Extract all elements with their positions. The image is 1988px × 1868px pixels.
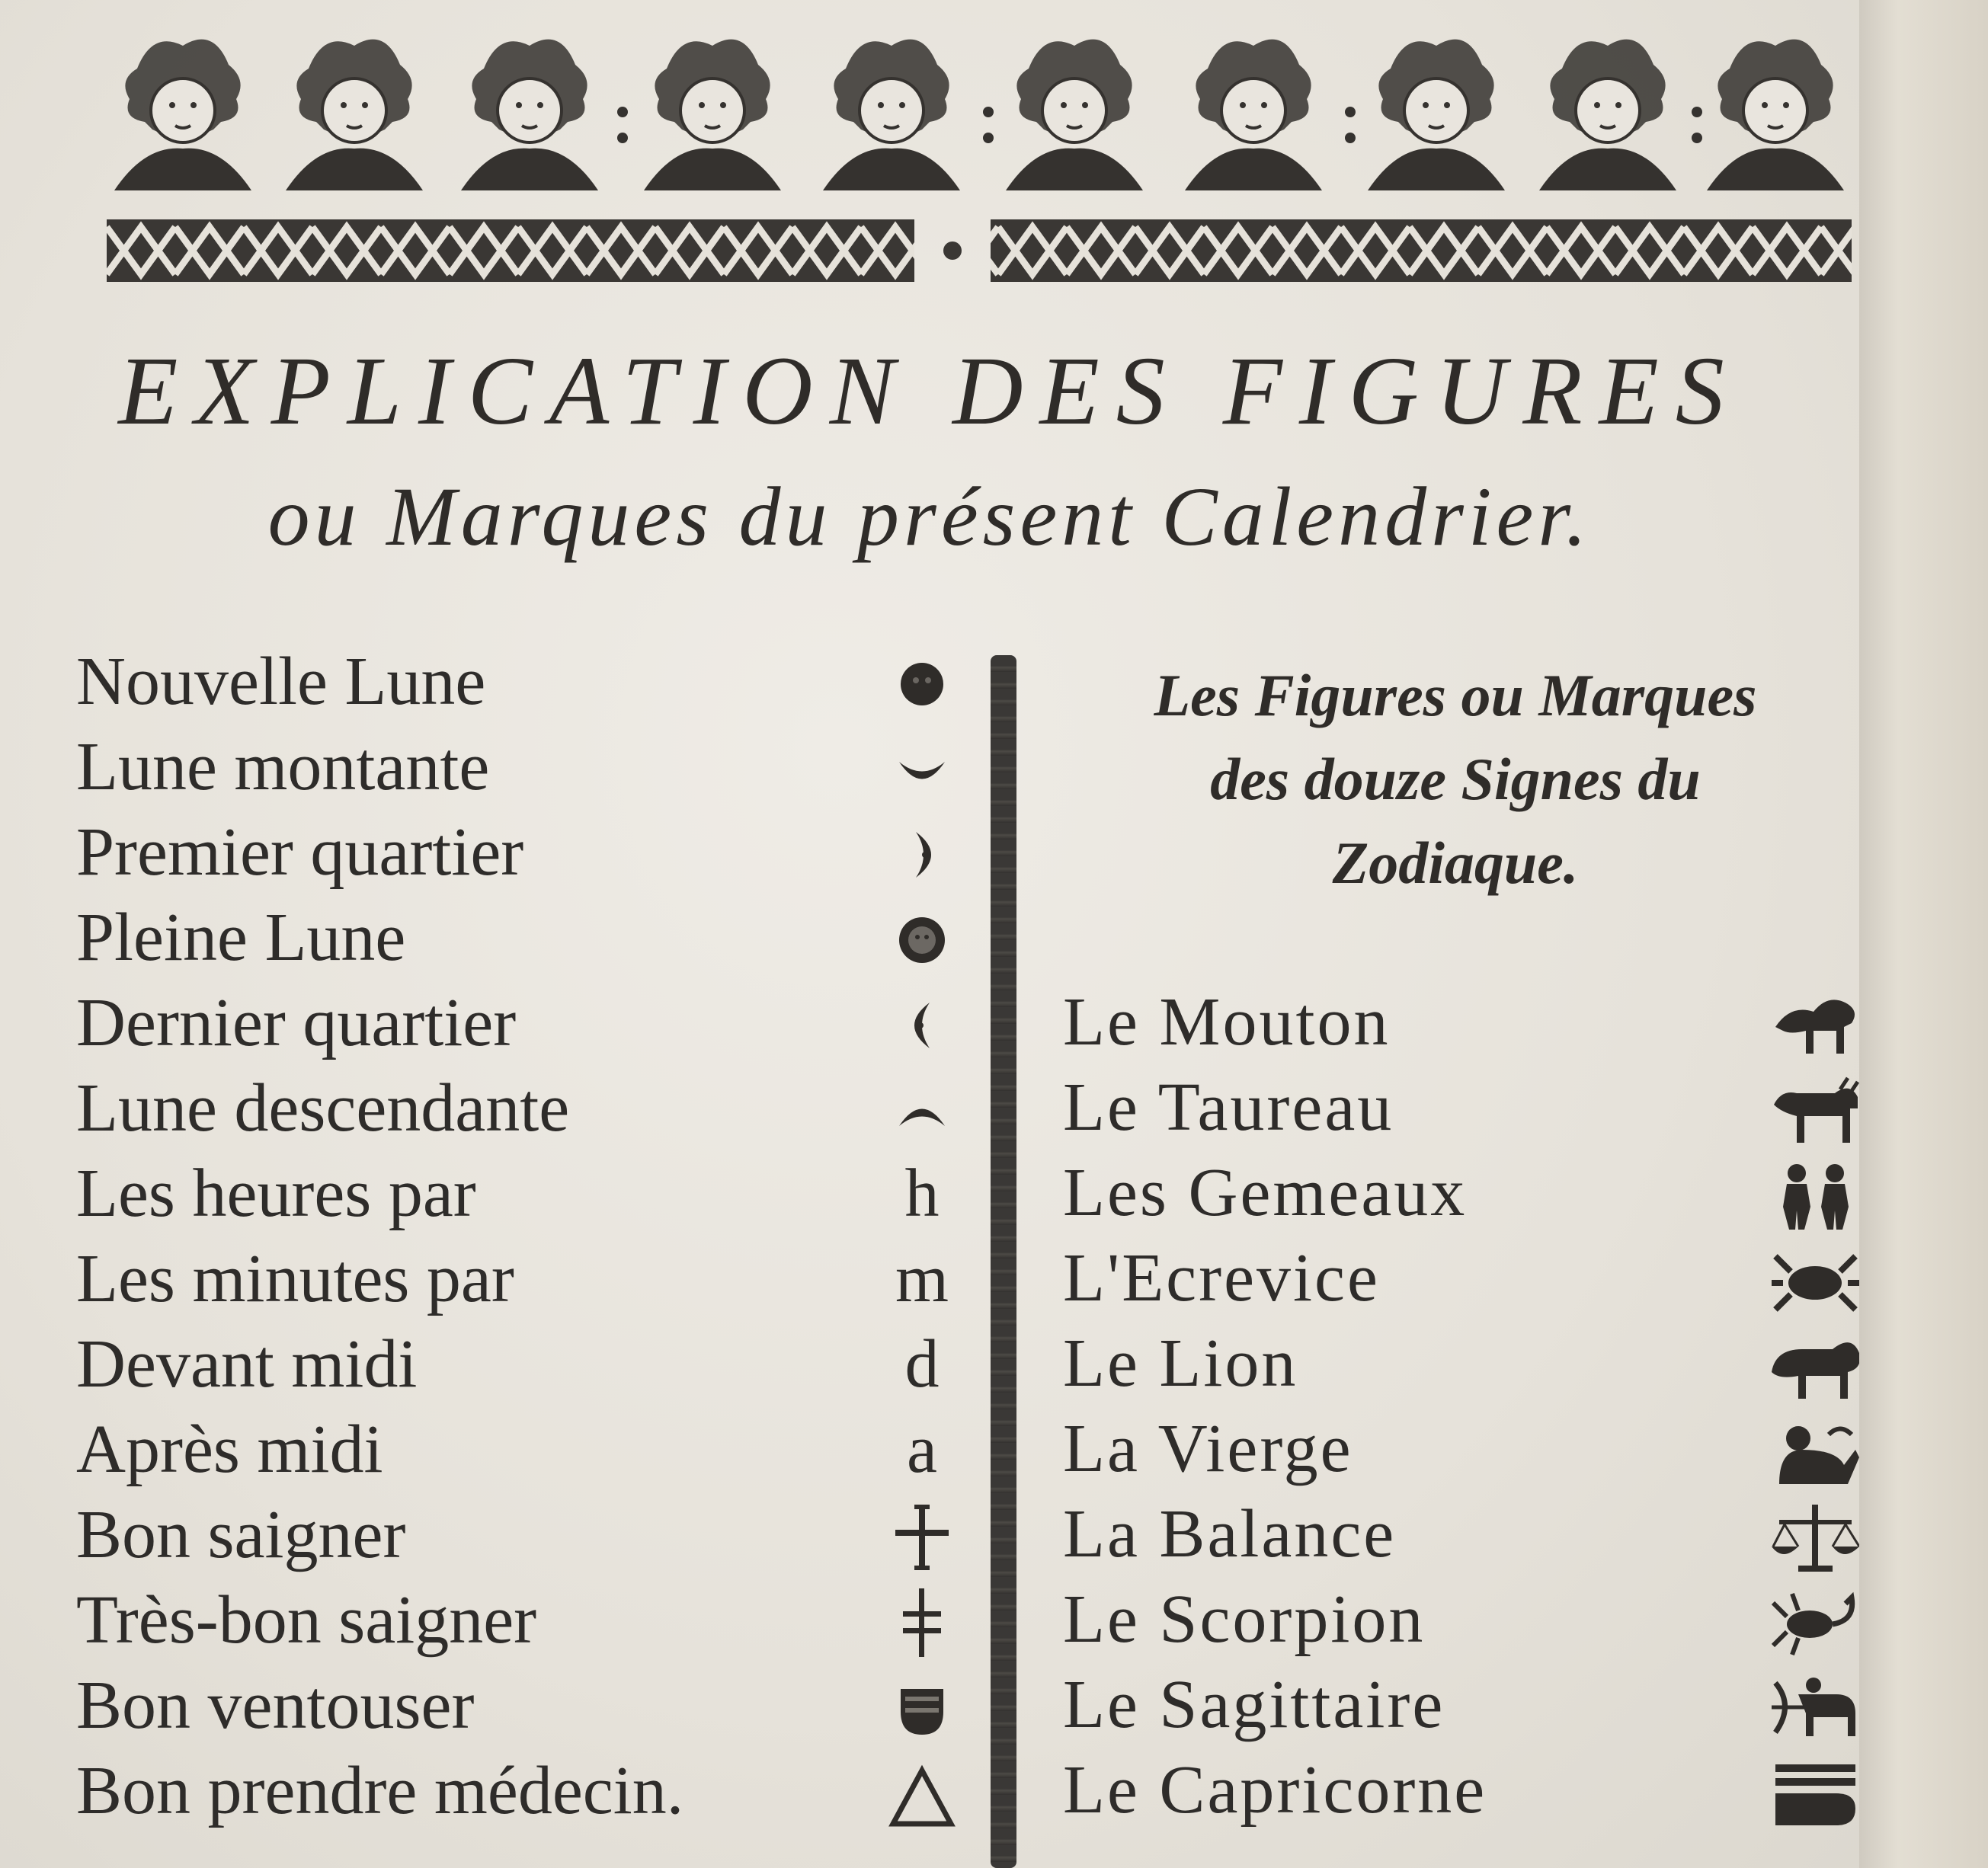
zodiac-label: Le Taureau: [1063, 1070, 1394, 1145]
legend-row: [76, 1239, 949, 1323]
legend-symbol: a: [907, 1412, 937, 1487]
legend-row: [76, 1154, 945, 1238]
full-moon-icon: [869, 898, 975, 982]
legend-label: Bon prendre médecin.: [76, 1753, 684, 1828]
legend-row: [76, 1410, 945, 1494]
zodiac-row: [1063, 1153, 1859, 1237]
zodiac-label: Le Sagittaire: [1063, 1667, 1445, 1742]
legend-label: Dernier quartier: [76, 985, 517, 1060]
legend-label: Nouvelle Lune: [76, 644, 486, 719]
page-subtitle: ou Marques du présent Calendrier.: [267, 470, 1592, 563]
legend-label: Bon saigner: [76, 1497, 406, 1572]
head-ornament-icon: [1532, 23, 1684, 206]
zodiac-label: Le Capricorne: [1063, 1752, 1487, 1828]
zodiac-row: [1063, 1580, 1859, 1664]
legend-row: [76, 984, 945, 1067]
legend-symbol: h: [904, 1156, 940, 1231]
zodiac-heading: [1052, 654, 1859, 905]
zodiac-label: Les Gemeaux: [1063, 1155, 1468, 1230]
scorpio-scorpion-icon: [1768, 1586, 1859, 1658]
head-ornament-band: [107, 23, 1852, 206]
zodiac-row: [1063, 1239, 1859, 1323]
zodiac-label: La Balance: [1063, 1496, 1397, 1572]
descending-moon-icon: [869, 1069, 975, 1153]
new-moon-icon: [869, 642, 975, 726]
legend-row: [76, 642, 945, 726]
head-ornament-icon: [1177, 23, 1330, 206]
legend-label: Très-bon saigner: [76, 1582, 537, 1658]
legend-symbol: d: [904, 1326, 940, 1402]
legend-label: Devant midi: [76, 1326, 418, 1402]
legend-label: Lune descendante: [76, 1070, 570, 1146]
triangle-icon: [869, 1751, 975, 1835]
last-quarter-icon: [869, 984, 975, 1067]
zodiac-row: [1063, 983, 1859, 1067]
legend-label: Les heures par: [76, 1156, 476, 1231]
legend-row: [76, 813, 945, 897]
legend-row: [76, 1581, 945, 1665]
braid-ornament: [107, 219, 1852, 282]
legend-row: [76, 1751, 945, 1835]
zodiac-heading-line: Les Figures ou Marques: [1154, 662, 1757, 728]
zodiac-heading-line: des douze Signes du: [1210, 746, 1701, 812]
legend-row: [76, 1495, 945, 1579]
legend-label: Les minutes par: [76, 1241, 514, 1316]
colon-ornament: [981, 103, 995, 149]
colon-ornament: [616, 103, 629, 149]
libra-scales-icon: [1768, 1501, 1859, 1573]
head-ornament-icon: [453, 23, 606, 206]
zodiac-label: Le Scorpion: [1063, 1582, 1426, 1657]
legend-symbol: m: [895, 1241, 949, 1316]
column-divider: [991, 655, 1016, 1868]
zodiac-row: [1063, 1409, 1859, 1493]
legend-label: Bon ventouser: [76, 1668, 475, 1743]
zodiac-label: Le Mouton: [1063, 984, 1391, 1060]
legend-label: Premier quartier: [76, 814, 524, 890]
cancer-crayfish-icon: [1768, 1245, 1859, 1317]
virgo-maiden-icon: [1768, 1415, 1859, 1488]
head-ornament-icon: [815, 23, 968, 206]
legend-row: [76, 1069, 945, 1153]
legend-row: [76, 1325, 945, 1409]
head-ornament-icon: [278, 23, 431, 206]
zodiac-label: La Vierge: [1063, 1411, 1353, 1486]
book-page-edge: [1859, 0, 1988, 1868]
legend-label: Pleine Lune: [76, 900, 406, 975]
sagittarius-archer-icon: [1768, 1671, 1859, 1744]
capricorn-goat-icon: [1768, 1757, 1859, 1829]
taurus-bull-icon: [1768, 1074, 1859, 1147]
legend-label: Après midi: [76, 1412, 383, 1487]
first-quarter-icon: [869, 813, 975, 897]
cross-icon: [869, 1495, 975, 1579]
zodiac-heading-line: Zodiaque.: [1332, 830, 1579, 896]
leo-lion-icon: [1768, 1330, 1859, 1403]
legend-row: [76, 1666, 945, 1750]
rising-moon-icon: [869, 728, 975, 811]
head-ornament-icon: [1360, 23, 1513, 206]
zodiac-row: [1063, 1751, 1859, 1834]
legend-row: [76, 898, 945, 982]
zodiac-row: [1063, 1068, 1859, 1152]
cupping-glass-icon: [869, 1666, 975, 1750]
head-ornament-icon: [998, 23, 1151, 206]
zodiac-label: Le Lion: [1063, 1326, 1298, 1401]
head-ornament-icon: [636, 23, 789, 206]
double-cross-icon: [869, 1581, 975, 1665]
zodiac-row: [1063, 1665, 1859, 1749]
head-ornament-icon: [107, 23, 259, 206]
zodiac-row: [1063, 1324, 1859, 1408]
zodiac-row: [1063, 1495, 1859, 1579]
page-title: EXPLICATION DES FIGURES: [118, 337, 1741, 445]
zodiac-label: L'Ecrevice: [1063, 1240, 1380, 1316]
legend-label: Lune montante: [76, 729, 490, 804]
legend-row: [76, 728, 945, 811]
head-ornament-icon: [1699, 23, 1852, 206]
aries-ram-icon: [1768, 989, 1859, 1061]
colon-ornament: [1343, 103, 1357, 149]
gemini-twins-icon: [1768, 1160, 1859, 1232]
